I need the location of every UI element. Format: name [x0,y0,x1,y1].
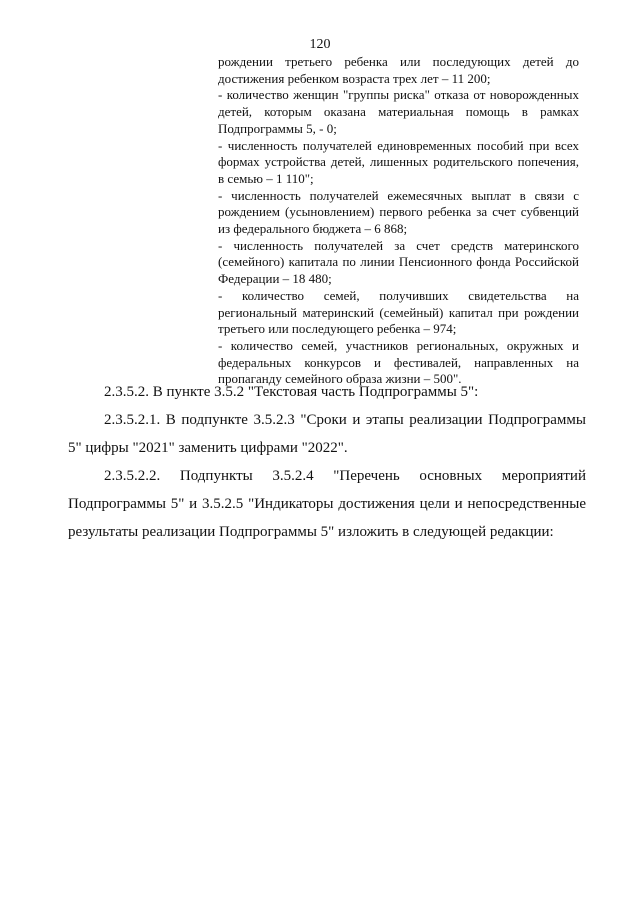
indicator-item: - численность получателей ежемесячных выплат в связи с рождением (усыновлением) первого ребенка за счет субвенций из федерального бюджета – 6 868; [218,187,579,237]
main-text [68,378,586,546]
indicator-item: - количество семей, участников региональных, окружных и федеральных конкурсов и фестивалей, направленных на пропаганду семейного образа жизни – 500". [218,337,579,387]
indicator-item: - численность получателей за счет средств материнского (семейного) капитала по линии Пенсионного фонда Российской Федерации – 18 480; [218,237,579,287]
indicator-item: - количество женщин "группы риска" отказа от новорожденных детей, которым оказана материальная помощь в рамках Подпрограммы 5, - 0; [218,87,579,136]
paragraph-2-3-5-2-2: 2.3.5.2.2. Подпункты 3.5.2.4 "Перечень основных мероприятий Подпрограммы 5" и 3.5.2.5 "Индикаторы достижения цели и непосредственные результаты реализации Подпрограммы 5" изложить в следующей редакции: [68,468,586,540]
indicator-item: - количество семей, получивших свидетельства на региональный материнский (семейный) капитал при рождении третьего или последующего ребенка – 974; [218,287,579,337]
indicator-item: рождении третьего ребенка или последующих детей до достижения ребенком возраста трех лет – 11 200; [218,54,579,86]
page-number: 120 [309,37,331,52]
paragraph-2-3-5-2-1: 2.3.5.2.1. В подпункте 3.5.2.3 "Сроки и этапы реализации Подпрограммы 5" цифры "2021" заменить цифрами "2022". [68,412,586,456]
indicator-list [218,54,579,388]
indicator-item: - численность получателей единовременных пособий при всех формах устройства детей, лишенных родительского попечения, в семью – 1 110"; [218,137,579,186]
paragraph-2-3-5-2: 2.3.5.2. В пункте 3.5.2 "Текстовая часть Подпрограммы 5": [104,384,479,400]
